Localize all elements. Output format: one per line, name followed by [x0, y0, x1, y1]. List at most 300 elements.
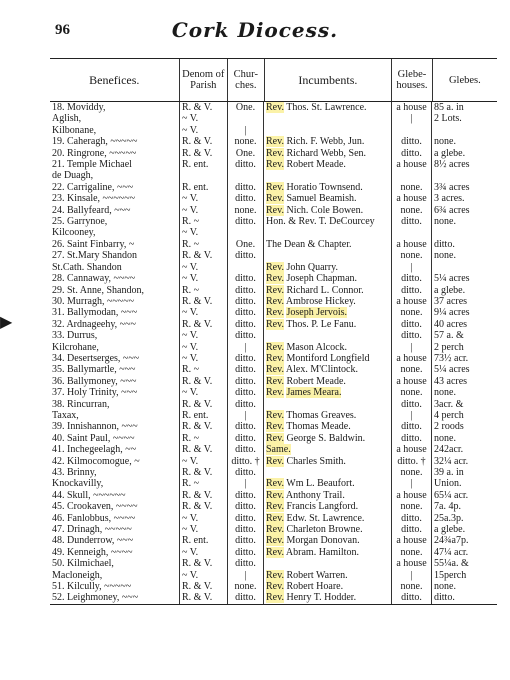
- benefice-cell: 20. Ringrone, ~~~~~: [50, 148, 180, 159]
- churches-cell: |: [228, 125, 264, 136]
- incumbent-name: George S. Baldwin.: [286, 432, 366, 444]
- header-incumbents: Incumbents.: [265, 59, 393, 101]
- incumbent-name: Montiford Longfield: [286, 352, 370, 364]
- denom-cell: ~ V.: [180, 342, 228, 353]
- benefice-cell: 33. Durrus,: [50, 330, 180, 341]
- table-row: [50, 433, 497, 444]
- churches-cell: ditto.: [228, 330, 264, 341]
- churches-cell: One.: [228, 148, 264, 159]
- rev-title: Rev.: [266, 307, 284, 319]
- incumbent-cell: [264, 467, 392, 478]
- benefice-cell: 37. Holy Trinity, ~~~: [50, 387, 180, 398]
- denom-cell: R. & V.: [180, 501, 228, 512]
- table-row: [50, 444, 497, 455]
- incumbent-name: Francis Langford.: [286, 501, 359, 513]
- benefice-cell: 23. Kinsale, ~~~~~~: [50, 193, 180, 204]
- rev-title: Rev.: [266, 341, 284, 353]
- glebe-cell: [432, 227, 497, 238]
- glebe-cell: 2 Lots.: [434, 113, 462, 125]
- table-row: [50, 513, 497, 524]
- rev-title: Rev.: [266, 364, 284, 376]
- glebe-house-cell: |: [392, 113, 432, 124]
- benefice-cell: 25. Garrynoe,: [50, 216, 180, 227]
- table-row: [50, 296, 497, 307]
- churches-cell: ditto.: [228, 307, 264, 318]
- incumbent-name: Robert Hoare.: [286, 581, 344, 593]
- benefice-cell: 44. Skull, ~~~~~~: [50, 490, 180, 501]
- table-row: [50, 353, 497, 364]
- glebe-cell: none.: [434, 250, 456, 262]
- glebe-house-cell: ditto.: [392, 421, 432, 432]
- churches-cell: ditto.: [228, 216, 264, 227]
- denom-cell: R. ~: [180, 433, 228, 444]
- churches-cell: none.: [228, 205, 264, 216]
- denom-cell: R. ent.: [180, 535, 228, 546]
- glebe-cell: [432, 125, 497, 136]
- benefice-cell: 49. Kenneigh, ~~~~: [50, 547, 180, 558]
- denom-cell: R. ~: [180, 478, 228, 489]
- denom-cell: ~ V.: [180, 227, 228, 238]
- incumbent-cell: [264, 159, 392, 170]
- rev-title: Rev.: [266, 295, 284, 307]
- denom-cell: R. ~: [180, 285, 228, 296]
- denom-cell: ~ V.: [180, 456, 228, 467]
- benefice-cell: 26. Saint Finbarry, ~: [50, 239, 180, 250]
- denom-cell: R. & V.: [180, 319, 228, 330]
- incumbent-cell: [264, 581, 392, 592]
- churches-cell: ditto.: [228, 467, 264, 478]
- churches-cell: [228, 262, 264, 273]
- denom-cell: ~ V.: [180, 113, 228, 124]
- denom-cell: ~ V.: [180, 513, 228, 524]
- incumbent-cell: [264, 227, 392, 238]
- churches-cell: ditto.: [228, 353, 264, 364]
- glebe-house-cell: none.: [392, 307, 432, 318]
- glebe-house-cell: a house: [392, 535, 432, 546]
- glebe-house-cell: ditto.: [392, 513, 432, 524]
- glebe-house-cell: ditto.: [392, 433, 432, 444]
- incumbent-name: Hon. & Rev. T. DeCourcey: [266, 216, 375, 228]
- rev-title: Rev.: [266, 512, 284, 524]
- rev-title: Rev.: [266, 387, 284, 399]
- incumbent-cell: [264, 501, 392, 512]
- incumbent-cell: [264, 330, 392, 341]
- table-row: [50, 182, 497, 193]
- incumbent-cell: [264, 262, 392, 273]
- glebe-house-cell: ditto.: [392, 330, 432, 341]
- benefice-cell: Kilcrohane,: [50, 342, 180, 353]
- incumbent-name: Joseph Jervois.: [286, 307, 348, 319]
- churches-cell: ditto.: [228, 182, 264, 193]
- incumbent-name: Horatio Townsend.: [286, 181, 363, 193]
- rev-title: Rev.: [266, 273, 284, 285]
- incumbent-name: Abram. Hamilton.: [285, 546, 359, 558]
- table-row: [50, 456, 497, 467]
- incumbent-cell: [264, 342, 392, 353]
- incumbent-cell: [264, 353, 392, 364]
- table-row: [50, 148, 497, 159]
- incumbent-cell: [264, 296, 392, 307]
- table-row: [50, 102, 497, 113]
- table-row: [50, 159, 497, 170]
- glebe-cell: 40 acres: [434, 318, 468, 330]
- incumbent-cell: [264, 125, 392, 136]
- glebe-house-cell: ditto.: [392, 273, 432, 284]
- glebe-house-cell: a house: [392, 159, 432, 170]
- incumbent-name: Robert Warren.: [286, 569, 348, 581]
- glebe-cell: Union.: [434, 478, 462, 490]
- glebe-cell: 73½ acr.: [434, 352, 469, 364]
- table-row: [50, 285, 497, 296]
- glebe-house-cell: none.: [392, 205, 432, 216]
- denom-cell: ~ V.: [180, 387, 228, 398]
- denom-cell: R. & V.: [180, 399, 228, 410]
- churches-cell: ditto.: [228, 296, 264, 307]
- incumbent-cell: [264, 478, 392, 489]
- glebe-house-cell: ditto.: [392, 136, 432, 147]
- churches-cell: ditto.: [228, 535, 264, 546]
- glebe-house-cell: ditto.: [392, 148, 432, 159]
- churches-cell: ditto.: [228, 547, 264, 558]
- glebe-house-cell: none.: [392, 364, 432, 375]
- incumbent-name: Anthony Trail.: [285, 489, 345, 501]
- incumbent-name: Richard L. Connor.: [286, 284, 364, 296]
- glebe-cell: 32¼ acr.: [434, 455, 469, 467]
- denom-cell: ~ V.: [180, 547, 228, 558]
- header-denom: Denom of Parish: [180, 59, 228, 101]
- glebe-cell: [432, 262, 497, 273]
- glebe-cell: 242acr.: [434, 444, 464, 456]
- incumbent-cell: [264, 182, 392, 193]
- benefice-cell: de Duagh,: [50, 170, 180, 181]
- glebe-house-cell: a house: [392, 239, 432, 250]
- rev-title: Rev.: [266, 284, 284, 296]
- table-row: [50, 113, 497, 124]
- rev-title: Rev.: [266, 569, 284, 581]
- benefice-cell: Kilcooney,: [50, 227, 180, 238]
- denom-cell: R. & V.: [180, 102, 228, 113]
- glebe-cell: 25a.3p.: [434, 512, 464, 524]
- benefice-cell: 27. St.Mary Shandon: [50, 250, 180, 261]
- glebe-cell: 9¼ acres: [434, 307, 470, 319]
- table-row: [50, 227, 497, 238]
- header-glebes: Glebes.: [448, 74, 481, 86]
- glebe-house-cell: a house: [392, 558, 432, 569]
- glebe-house-cell: [392, 170, 432, 181]
- incumbent-cell: [264, 592, 392, 603]
- incumbent-cell: [264, 547, 392, 558]
- churches-cell: [228, 113, 264, 124]
- churches-cell: [228, 170, 264, 181]
- churches-cell: ditto.: [228, 421, 264, 432]
- benefice-cell: 47. Drinagh, ~~~~~: [50, 524, 180, 535]
- incumbent-cell: [264, 364, 392, 375]
- glebe-house-cell: |: [392, 342, 432, 353]
- benefice-cell: 34. Desertserges, ~~~: [50, 353, 180, 364]
- incumbent-name: Rich. F. Webb, Jun.: [286, 136, 365, 148]
- denom-cell: ~ V.: [180, 273, 228, 284]
- glebe-cell: none.: [434, 136, 456, 148]
- glebe-house-cell: [392, 227, 432, 238]
- incumbent-name: Same.: [266, 444, 291, 456]
- glebe-cell: 85 a. in: [434, 102, 464, 113]
- rev-title: Rev.: [266, 261, 284, 273]
- churches-cell: |: [228, 478, 264, 489]
- table-row: [50, 547, 497, 558]
- table-row: [50, 410, 497, 421]
- incumbent-cell: [264, 490, 392, 501]
- denom-cell: ~ V.: [180, 353, 228, 364]
- table-row: [50, 205, 497, 216]
- table-row: [50, 250, 497, 261]
- glebe-cell: 3acr. &: [434, 398, 464, 410]
- incumbent-name: Wm L. Beaufort.: [286, 478, 355, 490]
- glebe-cell: 37 acres: [434, 295, 468, 307]
- glebe-cell: 57 a. &: [434, 330, 464, 342]
- benefice-cell: 24. Ballyfeard, ~~~: [50, 205, 180, 216]
- benefice-cell: 51. Kilcully, ~~~~~: [50, 581, 180, 592]
- denom-cell: R. ent.: [180, 410, 228, 421]
- incumbent-cell: [264, 148, 392, 159]
- rev-title: Rev.: [266, 592, 284, 604]
- glebe-house-cell: a house: [392, 296, 432, 307]
- rev-title: Rev.: [266, 102, 284, 113]
- churches-cell: One.: [228, 239, 264, 250]
- churches-cell: |: [228, 342, 264, 353]
- churches-cell: ditto.: [228, 558, 264, 569]
- header-benefices: Benefices.: [50, 59, 180, 101]
- table-row: [50, 342, 497, 353]
- table-row: [50, 581, 497, 592]
- incumbent-cell: [264, 376, 392, 387]
- glebe-house-cell: ditto.: [392, 319, 432, 330]
- incumbent-cell: [264, 535, 392, 546]
- incumbent-cell: [264, 524, 392, 535]
- incumbent-name: Samuel Beamish.: [286, 193, 357, 205]
- incumbent-cell: [264, 410, 392, 421]
- denom-cell: ~ V.: [180, 205, 228, 216]
- table-row: [50, 570, 497, 581]
- glebe-house-cell: [392, 125, 432, 136]
- rev-title: Rev.: [266, 535, 284, 547]
- running-title: Cork Diocess.: [171, 18, 339, 42]
- incumbent-name: Joseph Chapman.: [286, 273, 358, 285]
- table-row: [50, 478, 497, 489]
- incumbent-name: The Dean & Chapter.: [266, 238, 352, 250]
- table-row: [50, 239, 497, 250]
- denom-cell: R. & V.: [180, 421, 228, 432]
- incumbent-name: Charleton Browne.: [286, 524, 363, 536]
- table-row: [50, 490, 497, 501]
- churches-cell: ditto.: [228, 444, 264, 455]
- benefice-cell: 30. Murragh, ~~~~~: [50, 296, 180, 307]
- table-row: [50, 273, 497, 284]
- churches-cell: One.: [228, 102, 264, 113]
- denom-cell: R. & V.: [180, 376, 228, 387]
- glebe-cell: 3 acres.: [434, 193, 465, 205]
- rev-title: Rev.: [266, 181, 284, 193]
- rev-title: Rev.: [266, 421, 284, 433]
- rev-title: Rev.: [266, 455, 284, 467]
- benefice-cell: 18. Moviddy,: [50, 102, 180, 113]
- incumbent-cell: [264, 239, 392, 250]
- benefice-cell: 35. Ballymartle, ~~~: [50, 364, 180, 375]
- benefice-cell: 28. Cannaway, ~~~~: [50, 273, 180, 284]
- incumbent-name: Charles Smith.: [286, 455, 346, 467]
- incumbent-name: Edw. St. Lawrence.: [286, 512, 365, 524]
- denom-cell: R. & V.: [180, 467, 228, 478]
- benefice-cell: 38. Rincurran,: [50, 399, 180, 410]
- glebe-house-cell: a house: [392, 376, 432, 387]
- glebe-cell: 15perch: [434, 569, 467, 581]
- table-row: [50, 467, 497, 478]
- churches-cell: ditto.: [228, 592, 264, 603]
- glebe-cell: 55¼a. &: [434, 558, 469, 570]
- table-row: [50, 592, 497, 603]
- margin-mark: ▶: [0, 314, 13, 331]
- table-row: [50, 216, 497, 227]
- churches-cell: ditto.: [228, 433, 264, 444]
- table-row: [50, 376, 497, 387]
- churches-cell: none.: [228, 581, 264, 592]
- denom-cell: R. ~: [180, 239, 228, 250]
- churches-cell: none.: [228, 136, 264, 147]
- benefice-cell: Macloneigh,: [50, 570, 180, 581]
- glebe-cell: none.: [434, 387, 456, 399]
- churches-cell: ditto.: [228, 387, 264, 398]
- glebe-house-cell: ditto.: [392, 285, 432, 296]
- rev-title: Rev.: [266, 147, 284, 159]
- glebe-cell: ditto.: [434, 592, 455, 604]
- benefice-cell: 39. Innishannon, ~~~: [50, 421, 180, 432]
- rev-title: Rev.: [266, 375, 284, 387]
- glebe-house-cell: |: [392, 570, 432, 581]
- incumbent-cell: [264, 319, 392, 330]
- incumbent-cell: [264, 285, 392, 296]
- incumbent-name: Thomas Greaves.: [286, 409, 357, 421]
- table-row: [50, 262, 497, 273]
- incumbent-cell: [264, 136, 392, 147]
- incumbent-cell: [264, 273, 392, 284]
- incumbent-cell: [264, 399, 392, 410]
- glebe-house-cell: none.: [392, 387, 432, 398]
- denom-cell: ~ V.: [180, 570, 228, 581]
- incumbent-cell: [264, 113, 392, 124]
- denom-cell: R. ~: [180, 216, 228, 227]
- glebe-cell: 6¾ acres: [434, 204, 470, 216]
- denom-cell: ~ V.: [180, 193, 228, 204]
- table-row: [50, 136, 497, 147]
- glebe-house-cell: ditto.: [392, 592, 432, 603]
- glebe-cell: none.: [434, 581, 456, 593]
- glebe-house-cell: a house: [392, 444, 432, 455]
- glebe-house-cell: a house: [392, 353, 432, 364]
- glebe-house-cell: none.: [392, 581, 432, 592]
- incumbent-cell: [264, 170, 392, 181]
- glebe-cell: 2 perch: [434, 341, 464, 353]
- glebe-cell: 3¾ acres: [434, 181, 470, 193]
- rev-title: Rev.: [266, 193, 284, 205]
- table-row: [50, 421, 497, 432]
- incumbent-name: Thos. St. Lawrence.: [286, 102, 367, 113]
- glebe-cell: 4 perch: [434, 409, 464, 421]
- glebe-cell: 5¼ acres: [434, 273, 470, 285]
- rev-title: Rev.: [266, 432, 284, 444]
- churches-cell: ditto.: [228, 490, 264, 501]
- denom-cell: R. ent.: [180, 182, 228, 193]
- glebe-house-cell: none.: [392, 250, 432, 261]
- incumbent-name: Thomas Meade.: [286, 421, 351, 433]
- churches-cell: ditto.: [228, 364, 264, 375]
- glebe-house-cell: none.: [392, 547, 432, 558]
- benefice-cell: 31. Ballymodan, ~~~: [50, 307, 180, 318]
- denom-cell: R. & V.: [180, 250, 228, 261]
- incumbent-name: John Quarry.: [286, 261, 339, 273]
- denom-cell: R. & V.: [180, 444, 228, 455]
- glebe-house-cell: ditto.: [392, 524, 432, 535]
- glebe-house-cell: a house: [392, 193, 432, 204]
- glebe-house-cell: a house: [392, 490, 432, 501]
- benefice-cell: 29. St. Anne, Shandon,: [50, 285, 180, 296]
- denom-cell: R. & V.: [180, 558, 228, 569]
- incumbent-name: Robert Meade.: [286, 375, 346, 387]
- churches-cell: ditto.: [228, 524, 264, 535]
- incumbent-name: James Meara.: [286, 387, 342, 399]
- rev-title: Rev.: [266, 489, 284, 501]
- incumbent-cell: [264, 421, 392, 432]
- table-row: [50, 364, 497, 375]
- incumbent-cell: [264, 387, 392, 398]
- glebe-cell: 24¾a7p.: [434, 535, 469, 547]
- glebe-house-cell: ditto. †: [392, 456, 432, 467]
- table-body: [50, 102, 497, 604]
- benefice-cell: 41. Inchegeelagh, ~~: [50, 444, 180, 455]
- table-row: [50, 170, 497, 181]
- churches-cell: ditto.: [228, 319, 264, 330]
- glebe-cell: a glebe.: [434, 147, 466, 159]
- denom-cell: R. & V.: [180, 592, 228, 603]
- glebe-cell: none.: [434, 216, 456, 228]
- table-row: [50, 558, 497, 569]
- header-glebe-houses: Glebe-houses.: [392, 59, 433, 101]
- glebe-house-cell: |: [392, 478, 432, 489]
- table-row: [50, 125, 497, 136]
- table-row: [50, 524, 497, 535]
- glebe-cell: 5¼ acres: [434, 364, 470, 376]
- table-row: [50, 319, 497, 330]
- churches-cell: ditto.: [228, 501, 264, 512]
- glebe-house-cell: |: [392, 262, 432, 273]
- benefice-cell: 50. Kilmichael,: [50, 558, 180, 569]
- incumbent-cell: [264, 433, 392, 444]
- churches-cell: ditto.: [228, 193, 264, 204]
- rev-title: Rev.: [266, 159, 284, 171]
- incumbent-name: Henry T. Hodder.: [286, 592, 357, 604]
- churches-cell: |: [228, 570, 264, 581]
- incumbent-cell: [264, 570, 392, 581]
- denom-cell: ~ V.: [180, 524, 228, 535]
- churches-cell: ditto.: [228, 250, 264, 261]
- denom-cell: ~ V.: [180, 125, 228, 136]
- benefice-cell: Taxax,: [50, 410, 180, 421]
- denom-cell: R. & V.: [180, 296, 228, 307]
- rev-title: Rev.: [266, 501, 284, 513]
- incumbent-cell: [264, 513, 392, 524]
- glebe-cell: 2 roods: [434, 421, 464, 433]
- denom-cell: ~ V.: [180, 330, 228, 341]
- table-row: [50, 399, 497, 410]
- table-row: [50, 387, 497, 398]
